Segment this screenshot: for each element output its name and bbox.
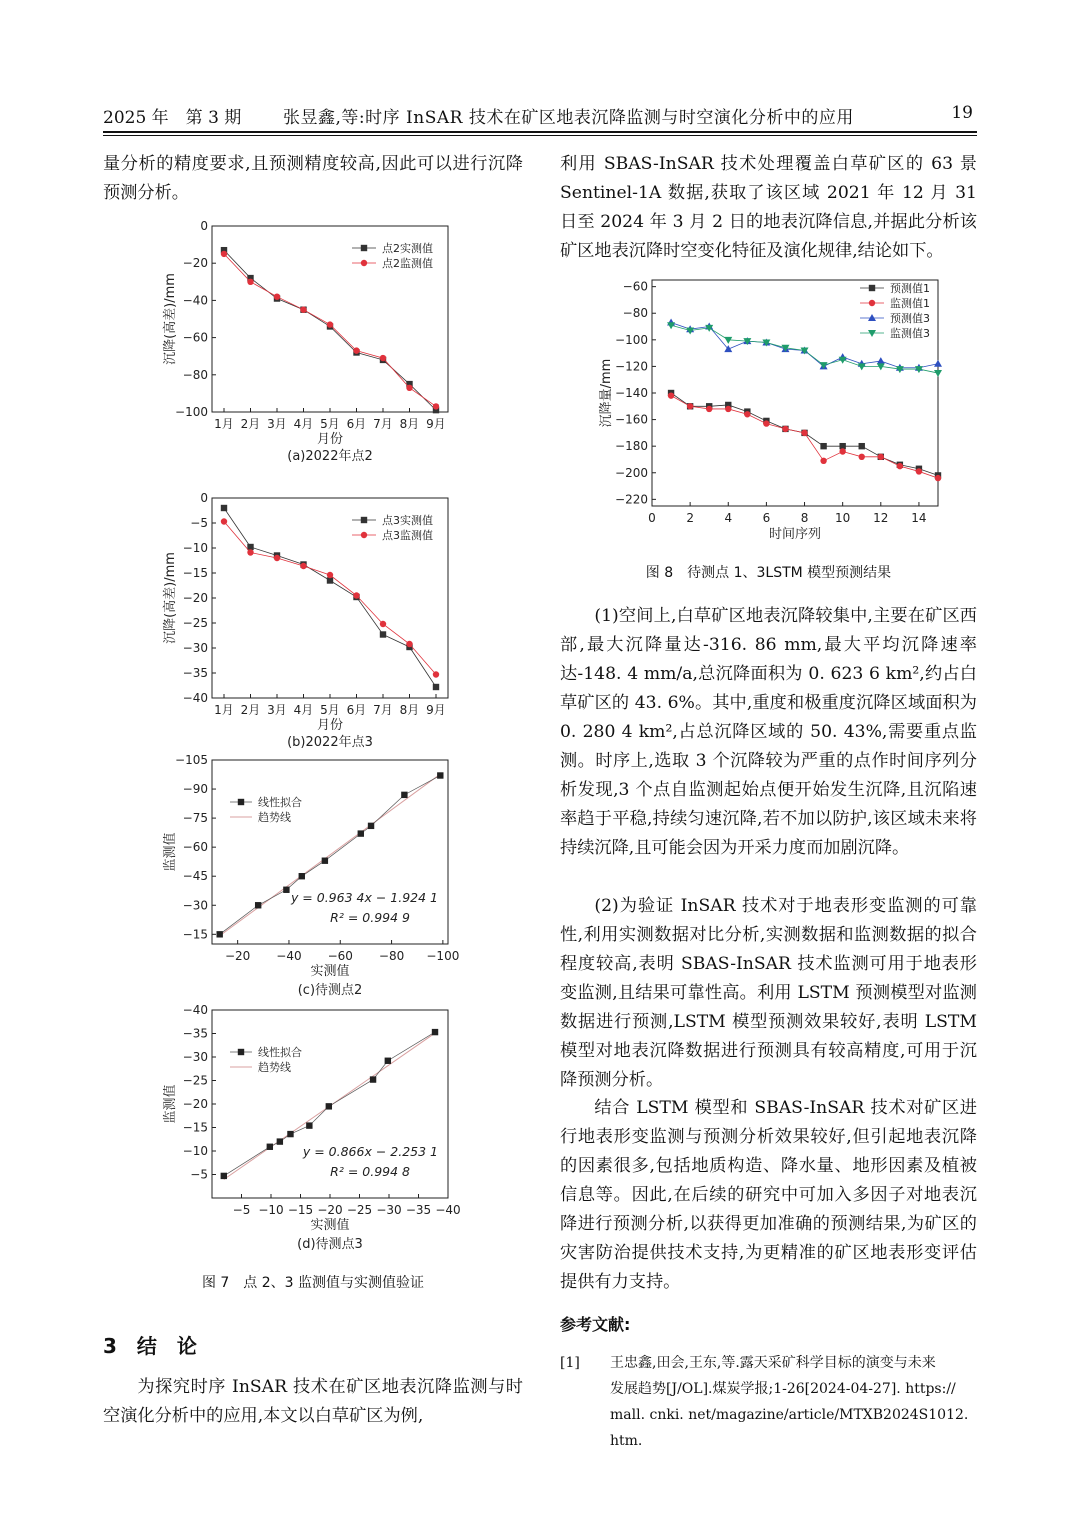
x-tick-label: 2 — [686, 511, 694, 525]
x-tick-label: 5月 — [320, 703, 340, 717]
reference-1-line-2: 发展趋势[J/OL].煤炭学报;1-26[2024-04-27]. https:// — [610, 1381, 956, 1397]
right-paragraph-1: 利用 SBAS-InSAR 技术处理覆盖白草矿区的 63 景 Sentinel-1A 数据,获取了该区域 2021 年 12 月 31 日至 2024 年 3 月 2 日的地表沉降信息,并据此分析该矿区地表沉降时空变化特征及演化规律,结论如下。 — [560, 154, 977, 261]
figure-8-caption: 图 8 待测点 1、3LSTM 模型预测结果 — [645, 565, 892, 581]
data-point — [299, 873, 305, 879]
legend-label: 点2监测值 — [382, 257, 433, 270]
y-tick-label: −35 — [182, 666, 208, 680]
data-point — [353, 347, 359, 353]
x-tick-label: −30 — [376, 1203, 402, 1217]
data-point — [277, 1138, 283, 1144]
page-number: 19 — [951, 103, 973, 123]
reference-1 — [610, 1350, 980, 1454]
data-point — [216, 931, 222, 937]
plot-frame — [212, 498, 448, 698]
data-point — [327, 321, 333, 327]
y-tick-label: −10 — [182, 541, 208, 555]
legend-label: 趋势线 — [258, 811, 291, 824]
right-paragraph-3: (2)为验证 InSAR 技术对于地表形变监测的可靠性,利用实测数据对比分析,实测数据和监测数据的拟合程度较高,表明 SBAS-InSAR 技术监测可用于地表形变监测,且结果可靠性高。利用 LSTM 预测模型对监测数据进行预测,LSTM 模型预测效果较好,表明 LSTM 模型对地表沉降数据进行预测具有较高精度,可用于沉降预测分析。 — [560, 896, 977, 1090]
data-point — [934, 370, 942, 377]
data-point — [432, 1029, 438, 1035]
x-tick-label: 7月 — [373, 417, 393, 431]
x-tick-label: −80 — [378, 949, 405, 963]
data-point — [935, 475, 941, 481]
x-tick-label: 1月 — [214, 703, 234, 717]
data-point — [283, 887, 289, 893]
data-point — [287, 1131, 293, 1137]
data-point — [322, 858, 328, 864]
header-rule-thin — [103, 135, 977, 136]
data-point — [247, 549, 253, 555]
x-axis-label: 月份 — [316, 718, 344, 733]
legend-marker — [868, 330, 876, 337]
x-tick-label: −10 — [258, 1203, 284, 1217]
legend-marker — [869, 300, 875, 306]
x-axis-label: 实测值 — [310, 1218, 350, 1233]
legend-label: 预测值3 — [890, 312, 930, 325]
data-point — [859, 443, 865, 449]
figure-7a-chart — [150, 212, 490, 490]
section-title: 3 结 论 — [103, 1334, 197, 1358]
x-tick-label: 9月 — [426, 417, 446, 431]
legend-label: 点3监测值 — [382, 529, 433, 542]
y-axis-label: 监测值 — [163, 1084, 178, 1124]
data-point — [247, 544, 253, 550]
y-axis-label: 沉降量/mm — [599, 358, 614, 428]
y-tick-label: −100 — [615, 332, 648, 347]
y-tick-label: −200 — [615, 465, 648, 480]
legend-label: 监测值1 — [890, 297, 930, 310]
y-tick-label: −180 — [615, 439, 648, 454]
x-tick-label: 6月 — [346, 417, 367, 431]
x-tick-label: 14 — [911, 511, 927, 525]
x-tick-label: 10 — [835, 511, 851, 525]
x-tick-label: −35 — [405, 1203, 432, 1217]
legend-marker — [869, 285, 875, 291]
data-point — [706, 406, 712, 412]
legend-label: 监测值3 — [890, 327, 930, 340]
reference-1-line-3: mall. cnki. net/magazine/article/MTXB2024S1012. htm. — [610, 1407, 969, 1449]
data-point — [744, 411, 750, 417]
data-point — [380, 355, 386, 361]
x-tick-label: 3月 — [267, 417, 287, 431]
data-point — [820, 443, 826, 449]
left-paragraph-bottom: 为探究时序 InSAR 技术在矿区地表沉降监测与时空演化分析中的应用,本文以白草矿区为例, — [103, 1377, 523, 1426]
chart-caption: (a)2022年点2 — [287, 449, 373, 464]
figure-7d-chart — [150, 1000, 490, 1262]
data-point — [255, 902, 261, 908]
series-line — [224, 250, 436, 410]
x-tick-label: 9月 — [426, 703, 446, 717]
legend-marker — [238, 1049, 244, 1055]
data-point — [221, 505, 227, 511]
data-point — [858, 363, 866, 370]
fit-r-squared: R² = 0.994 9 — [330, 910, 410, 925]
data-point — [782, 426, 788, 432]
data-point — [380, 621, 386, 627]
y-tick-label: −100 — [175, 405, 208, 419]
x-tick-label: −15 — [287, 1203, 314, 1217]
data-point — [274, 555, 280, 561]
data-point — [274, 293, 280, 299]
y-tick-label: −25 — [182, 1073, 208, 1088]
figure-7-caption: 图 7 点 2、3 监测值与实测值验证 — [201, 1275, 425, 1291]
data-point — [221, 518, 227, 524]
legend-marker — [361, 245, 367, 251]
legend-label: 点3实测值 — [382, 514, 433, 527]
data-point — [406, 385, 412, 391]
data-point — [368, 823, 374, 829]
x-tick-label: −25 — [346, 1203, 373, 1217]
data-point — [247, 279, 253, 285]
reference-1-number: [1] — [560, 1355, 580, 1371]
y-tick-label: −25 — [182, 616, 208, 630]
running-header — [103, 103, 977, 131]
x-tick-label: −20 — [317, 1203, 343, 1217]
x-tick-label: 6月 — [346, 703, 367, 717]
y-tick-label: −20 — [182, 591, 208, 605]
y-tick-label: −80 — [622, 306, 648, 321]
legend-marker — [238, 799, 244, 805]
x-tick-label: 8月 — [399, 703, 420, 717]
data-point — [353, 592, 359, 598]
y-tick-label: −60 — [182, 330, 208, 345]
references-title: 参考文献: — [560, 1315, 631, 1334]
y-tick-label: −5 — [190, 1167, 208, 1182]
data-point — [221, 1173, 227, 1179]
x-tick-label: −5 — [232, 1203, 251, 1217]
x-tick-label: 3月 — [267, 703, 287, 717]
x-tick-label: 2月 — [240, 703, 261, 717]
legend-marker — [868, 314, 876, 321]
data-point — [370, 1076, 376, 1082]
y-tick-label: −40 — [182, 1003, 208, 1017]
x-axis-label: 实测值 — [310, 964, 350, 979]
x-axis-label: 月份 — [316, 432, 344, 447]
y-tick-label: −220 — [615, 492, 648, 507]
data-point — [668, 392, 674, 398]
x-tick-label: 7月 — [373, 703, 393, 717]
right-paragraph-2: (1)空间上,白草矿区地表沉降较集中,主要在矿区西部,最大沉降量达-316. 86 mm,最大平均沉降速率达-148. 4 mm/a,总沉降面积为 0. 623 6 km²,约占白草矿区的 43. 6%。其中,重度和极重度沉降区域面积为 0. 280 4 km²,占总沉降区域的 50. 43%,需要重点监测。时序上,选取 3 个沉降较为严重的点作时间序列分析发现,3 个点自监测起始点便开始发生沉降,且沉陷速率趋于平稳,持续匀速沉降,若不加以防护,该区域未来将持续沉降,且可能会因为开采力度而加剧沉降。 — [560, 606, 977, 858]
data-point — [221, 251, 227, 257]
data-point — [878, 454, 884, 460]
figure-7c-chart — [150, 750, 490, 1008]
y-tick-label: −35 — [182, 1026, 208, 1041]
x-tick-label: −60 — [327, 949, 353, 963]
right-paragraph-4: 结合 LSTM 模型和 SBAS-InSAR 技术对矿区进行地表形变监测与预测分析效果较好,但引起地表沉降的因素很多,包括地质构造、降水量、地形因素及植被信息等。因此,在后续的研究中可加入多因子对地表沉降进行预测分析,以获得更加准确的预测结果,为矿区的灾害防治提供技术支持,为更精准的矿区地表形变评估提供有力支持。 — [560, 1098, 977, 1292]
data-point — [267, 1144, 273, 1150]
y-tick-label: −40 — [182, 293, 208, 308]
data-point — [859, 454, 865, 460]
journal-issue: 2025 年 第 3 期 — [103, 108, 242, 128]
y-tick-label: −30 — [182, 1050, 208, 1064]
chart-caption: (d)待测点3 — [297, 1237, 363, 1252]
x-tick-label: 1月 — [214, 417, 234, 431]
y-tick-label: −75 — [182, 811, 208, 826]
x-tick-label: 8 — [800, 511, 809, 525]
y-tick-label: −80 — [182, 367, 208, 382]
data-point — [934, 360, 942, 367]
y-tick-label: −105 — [175, 753, 208, 767]
data-point — [300, 307, 306, 313]
data-point — [326, 1103, 332, 1109]
x-tick-label: 5月 — [320, 417, 340, 431]
series-line — [224, 522, 436, 675]
x-tick-label: 4月 — [293, 703, 314, 717]
data-point — [725, 406, 731, 412]
series-line — [224, 254, 436, 407]
fit-equation: y = 0.963 4x − 1.924 1 — [290, 890, 438, 905]
y-tick-label: −160 — [615, 412, 648, 427]
x-tick-label: 4月 — [293, 417, 314, 431]
x-tick-label: 6 — [762, 511, 771, 525]
x-tick-label: −100 — [426, 949, 460, 963]
x-tick-label: −20 — [224, 949, 251, 963]
y-tick-label: 0 — [200, 491, 208, 505]
data-point — [897, 463, 903, 469]
header-rule — [103, 131, 977, 133]
data-point — [401, 792, 407, 798]
data-point — [300, 563, 306, 569]
data-point — [801, 430, 807, 436]
x-tick-label: 2月 — [240, 417, 261, 431]
data-point — [839, 448, 845, 454]
data-point — [687, 403, 693, 409]
y-tick-label: −60 — [182, 840, 208, 855]
data-point — [433, 671, 439, 677]
data-point — [327, 572, 333, 578]
data-point — [916, 468, 922, 474]
legend-label: 点2实测值 — [382, 242, 433, 255]
y-tick-label: −15 — [182, 927, 208, 942]
y-tick-label: 0 — [200, 219, 208, 233]
y-tick-label: −30 — [182, 641, 208, 655]
reference-1-line-1: 王忠鑫,田会,王东,等.露天采矿科学目标的演变与未来 — [610, 1355, 936, 1371]
figure-8-chart — [590, 272, 950, 552]
legend-marker — [361, 517, 367, 523]
legend-label: 线性拟合 — [258, 796, 302, 809]
data-point — [385, 1058, 391, 1064]
y-tick-label: −40 — [182, 691, 208, 705]
data-point — [433, 684, 439, 690]
y-tick-label: −15 — [182, 1120, 208, 1135]
legend-label: 预测值1 — [890, 282, 930, 295]
y-tick-label: −120 — [615, 359, 648, 374]
y-axis-label: 沉降(高差)/mm — [163, 552, 178, 644]
data-point — [406, 641, 412, 647]
data-point — [327, 577, 333, 583]
fit-equation: y = 0.866x − 2.253 1 — [302, 1144, 438, 1159]
y-tick-label: −15 — [182, 566, 208, 580]
chart-caption: (b)2022年点3 — [287, 735, 373, 750]
running-title: 张昱鑫,等:时序 InSAR 技术在矿区地表沉降监测与时空演化分析中的应用 — [283, 108, 854, 128]
data-point — [877, 357, 885, 364]
data-point — [380, 631, 386, 637]
x-tick-label: −40 — [435, 1203, 461, 1217]
legend-marker — [361, 260, 367, 266]
x-tick-label: −40 — [276, 949, 302, 963]
y-tick-label: −60 — [622, 279, 648, 294]
data-point — [820, 458, 826, 464]
x-tick-label: 8月 — [399, 417, 420, 431]
legend-label: 趋势线 — [258, 1061, 291, 1074]
chart-caption: (c)待测点2 — [297, 983, 363, 998]
y-axis-label: 沉降(高差)/mm — [163, 273, 178, 365]
x-tick-label: 4 — [724, 511, 733, 525]
data-point — [358, 830, 364, 836]
y-axis-label: 监测值 — [163, 832, 178, 872]
y-tick-label: −45 — [182, 869, 208, 884]
x-tick-label: 12 — [873, 511, 889, 525]
legend-marker — [361, 532, 367, 538]
y-tick-label: −30 — [182, 898, 208, 913]
y-tick-label: −90 — [182, 782, 208, 797]
x-tick-label: 0 — [648, 511, 656, 525]
y-tick-label: −10 — [182, 1144, 208, 1158]
figure-7b-chart — [150, 484, 490, 756]
x-axis-label: 时间序列 — [768, 527, 822, 542]
data-point — [306, 1122, 312, 1128]
y-tick-label: −20 — [182, 1097, 208, 1111]
fit-r-squared: R² = 0.994 8 — [330, 1164, 410, 1179]
left-paragraph-top: 量分析的精度要求,且预测精度较高,因此可以进行沉降预测分析。 — [103, 154, 523, 203]
data-point — [763, 420, 769, 426]
data-point — [433, 403, 439, 409]
y-tick-label: −5 — [190, 516, 208, 530]
y-tick-label: −20 — [182, 256, 208, 271]
y-tick-label: −140 — [615, 386, 648, 400]
legend-label: 线性拟合 — [258, 1046, 302, 1059]
data-point — [437, 772, 443, 778]
